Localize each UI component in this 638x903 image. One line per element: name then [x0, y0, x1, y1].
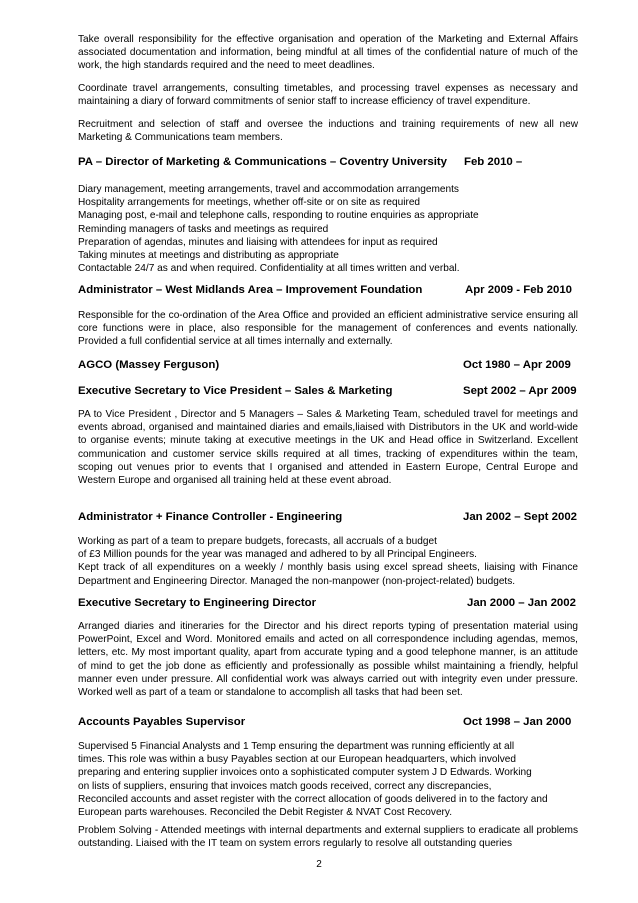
job-dates: Jan 2000 – Jan 2002 [467, 597, 576, 609]
text-line: on lists of suppliers, ensuring that invoices match goods received, correct any discrepancies, [78, 780, 492, 792]
duty-line: Preparation of agendas, minutes and liaising with attendees for input as required [78, 236, 438, 248]
text-line: preparing and entering supplier invoices onto a sophisticated computer system J D Edwards. Working [78, 767, 532, 779]
text-line: Working as part of a team to prepare budgets, forecasts, all accruals of a budget [78, 536, 437, 547]
intro-paragraph-3: Recruitment and selection of staff and oversee the inductions and training requirements of new all new Marketing & Communications team members. [78, 119, 578, 144]
accounts-description [78, 740, 578, 819]
duty-line: Taking minutes at meetings and distributing as appropriate [78, 250, 339, 262]
job-title: Accounts Payables Supervisor [78, 716, 246, 728]
job-title: Executive Secretary to Vice President – Sales & Marketing [78, 385, 393, 397]
duty-line: Diary management, meeting arrangements, travel and accommodation arrangements [78, 184, 459, 195]
job-dates: Feb 2010 – [464, 156, 523, 168]
duty-line: Hospitality arrangements for meetings, whether off-site or on site as required [78, 197, 421, 209]
company-name: AGCO (Massey Ferguson) [78, 359, 220, 371]
text-paragraph: Kept track of all expenditures on a weekly / monthly basis using excel spread sheets, liaising with Finance Department and Engineering Director. Managed the non-manpower (non-project-related) budgets. [78, 562, 578, 587]
pa-role-heading [78, 155, 578, 169]
text-line: Supervised 5 Financial Analysts and 1 Temp ensuring the department was running efficiently at all [78, 741, 515, 752]
duty-line: Contactable 24/7 as and when required. Confidentiality at all times written and verbal. [78, 263, 460, 275]
job-dates: Oct 1998 – Jan 2000 [463, 716, 572, 728]
problem-solving-paragraph: Problem Solving - Attended meetings with internal departments and external suppliers to eradicate all problems outstanding. Liaised with the IT team on system errors regularly to resolve all outstanding queries [78, 825, 578, 850]
exec-vp-description: PA to Vice President , Director and 5 Managers – Sales & Marketing Team, scheduled travel for meetings and events abroad, organised and maintained diaries and emails,liaised with Distributors in the UK and world-wide to organise events; minute taking at executive meetings in the UK and Head office in Switzerland. Excellent communication and customer service skills required at all times, tracking of expenditures within the team, scoping out venues prior to events that I organised and attended in Eastern Europe, Central Europe and Western Europe and organised all training held at these event abroad. [78, 409, 578, 487]
page-number: 2 [316, 859, 322, 870]
exec-vp-heading [78, 384, 578, 398]
company-dates: Oct 1980 – Apr 2009 [463, 359, 571, 371]
exec-eng-heading [78, 596, 578, 610]
job-title: Administrator + Finance Controller - Engineering [78, 511, 343, 523]
text-line: of £3 Million pounds for the year was managed and adhered to by all Principal Engineers. [78, 549, 477, 561]
admin-wm-description: Responsible for the co-ordination of the Area Office and provided an efficient administrative service ensuring all core functions were in place, also responsible for the management of conferences and events nationally. Provided a full confidential service at all times internally and externally. [78, 310, 578, 348]
job-title: PA – Director of Marketing & Communications – Coventry University [78, 156, 448, 168]
exec-eng-description: Arranged diaries and itineraries for the Director and his direct reports typing of presentation material using PowerPoint, Excel and Word. Monitored emails and acted on all correspondence including agendas, memos, letters, etc. My most important quality, apart from accurate typing and a good telephone manner, is an attitude of mind to get the job done as efficiently and professionally as possible whilst maintaining a friendly, helpful manner even under pressure. All confidential work was always carried out with integrity even under pressure. Worked well as part of a team or standalone to accomplish all tasks that had been set. [78, 621, 578, 699]
admin-wm-heading [78, 283, 578, 297]
duty-line: Managing post, e-mail and telephone calls, responding to routine enquiries as appropriate [78, 210, 479, 222]
admin-fin-description [78, 535, 578, 588]
duty-line: Reminding managers of tasks and meetings as required [78, 223, 329, 235]
job-dates: Sept 2002 – Apr 2009 [463, 385, 577, 397]
text-line: Reconciled accounts and asset register with the correct allocation of goods delivered in to the factory and [78, 793, 548, 805]
text-line: times. This role was within a busy Payables section at our European headquarters, which involved [78, 754, 517, 766]
job-dates: Jan 2002 – Sept 2002 [463, 511, 577, 523]
text-line: European parts warehouses. Reconciled the Debit Register & NVAT Cost Recovery. [78, 807, 453, 819]
job-title: Administrator – West Midlands Area – Improvement Foundation [78, 284, 423, 296]
intro-paragraph-1: Take overall responsibility for the effective organisation and operation of the Marketing and External Affairs associated documentation and information, being mindful at all times of the confidential nature of much of the work, the high standards required and the need to meet deadlines. [78, 34, 578, 72]
admin-fin-heading [78, 510, 578, 524]
pa-role-duties [78, 183, 578, 275]
accounts-heading [78, 715, 578, 729]
agco-heading [78, 358, 578, 372]
job-title: Executive Secretary to Engineering Director [78, 597, 317, 609]
job-dates: Apr 2009 - Feb 2010 [465, 284, 572, 296]
intro-paragraph-2: Coordinate travel arrangements, consulting timetables, and processing travel expenses as necessary and maintaining a diary of forward commitments of senior staff to increase efficiency of travel expenditure. [78, 83, 578, 108]
